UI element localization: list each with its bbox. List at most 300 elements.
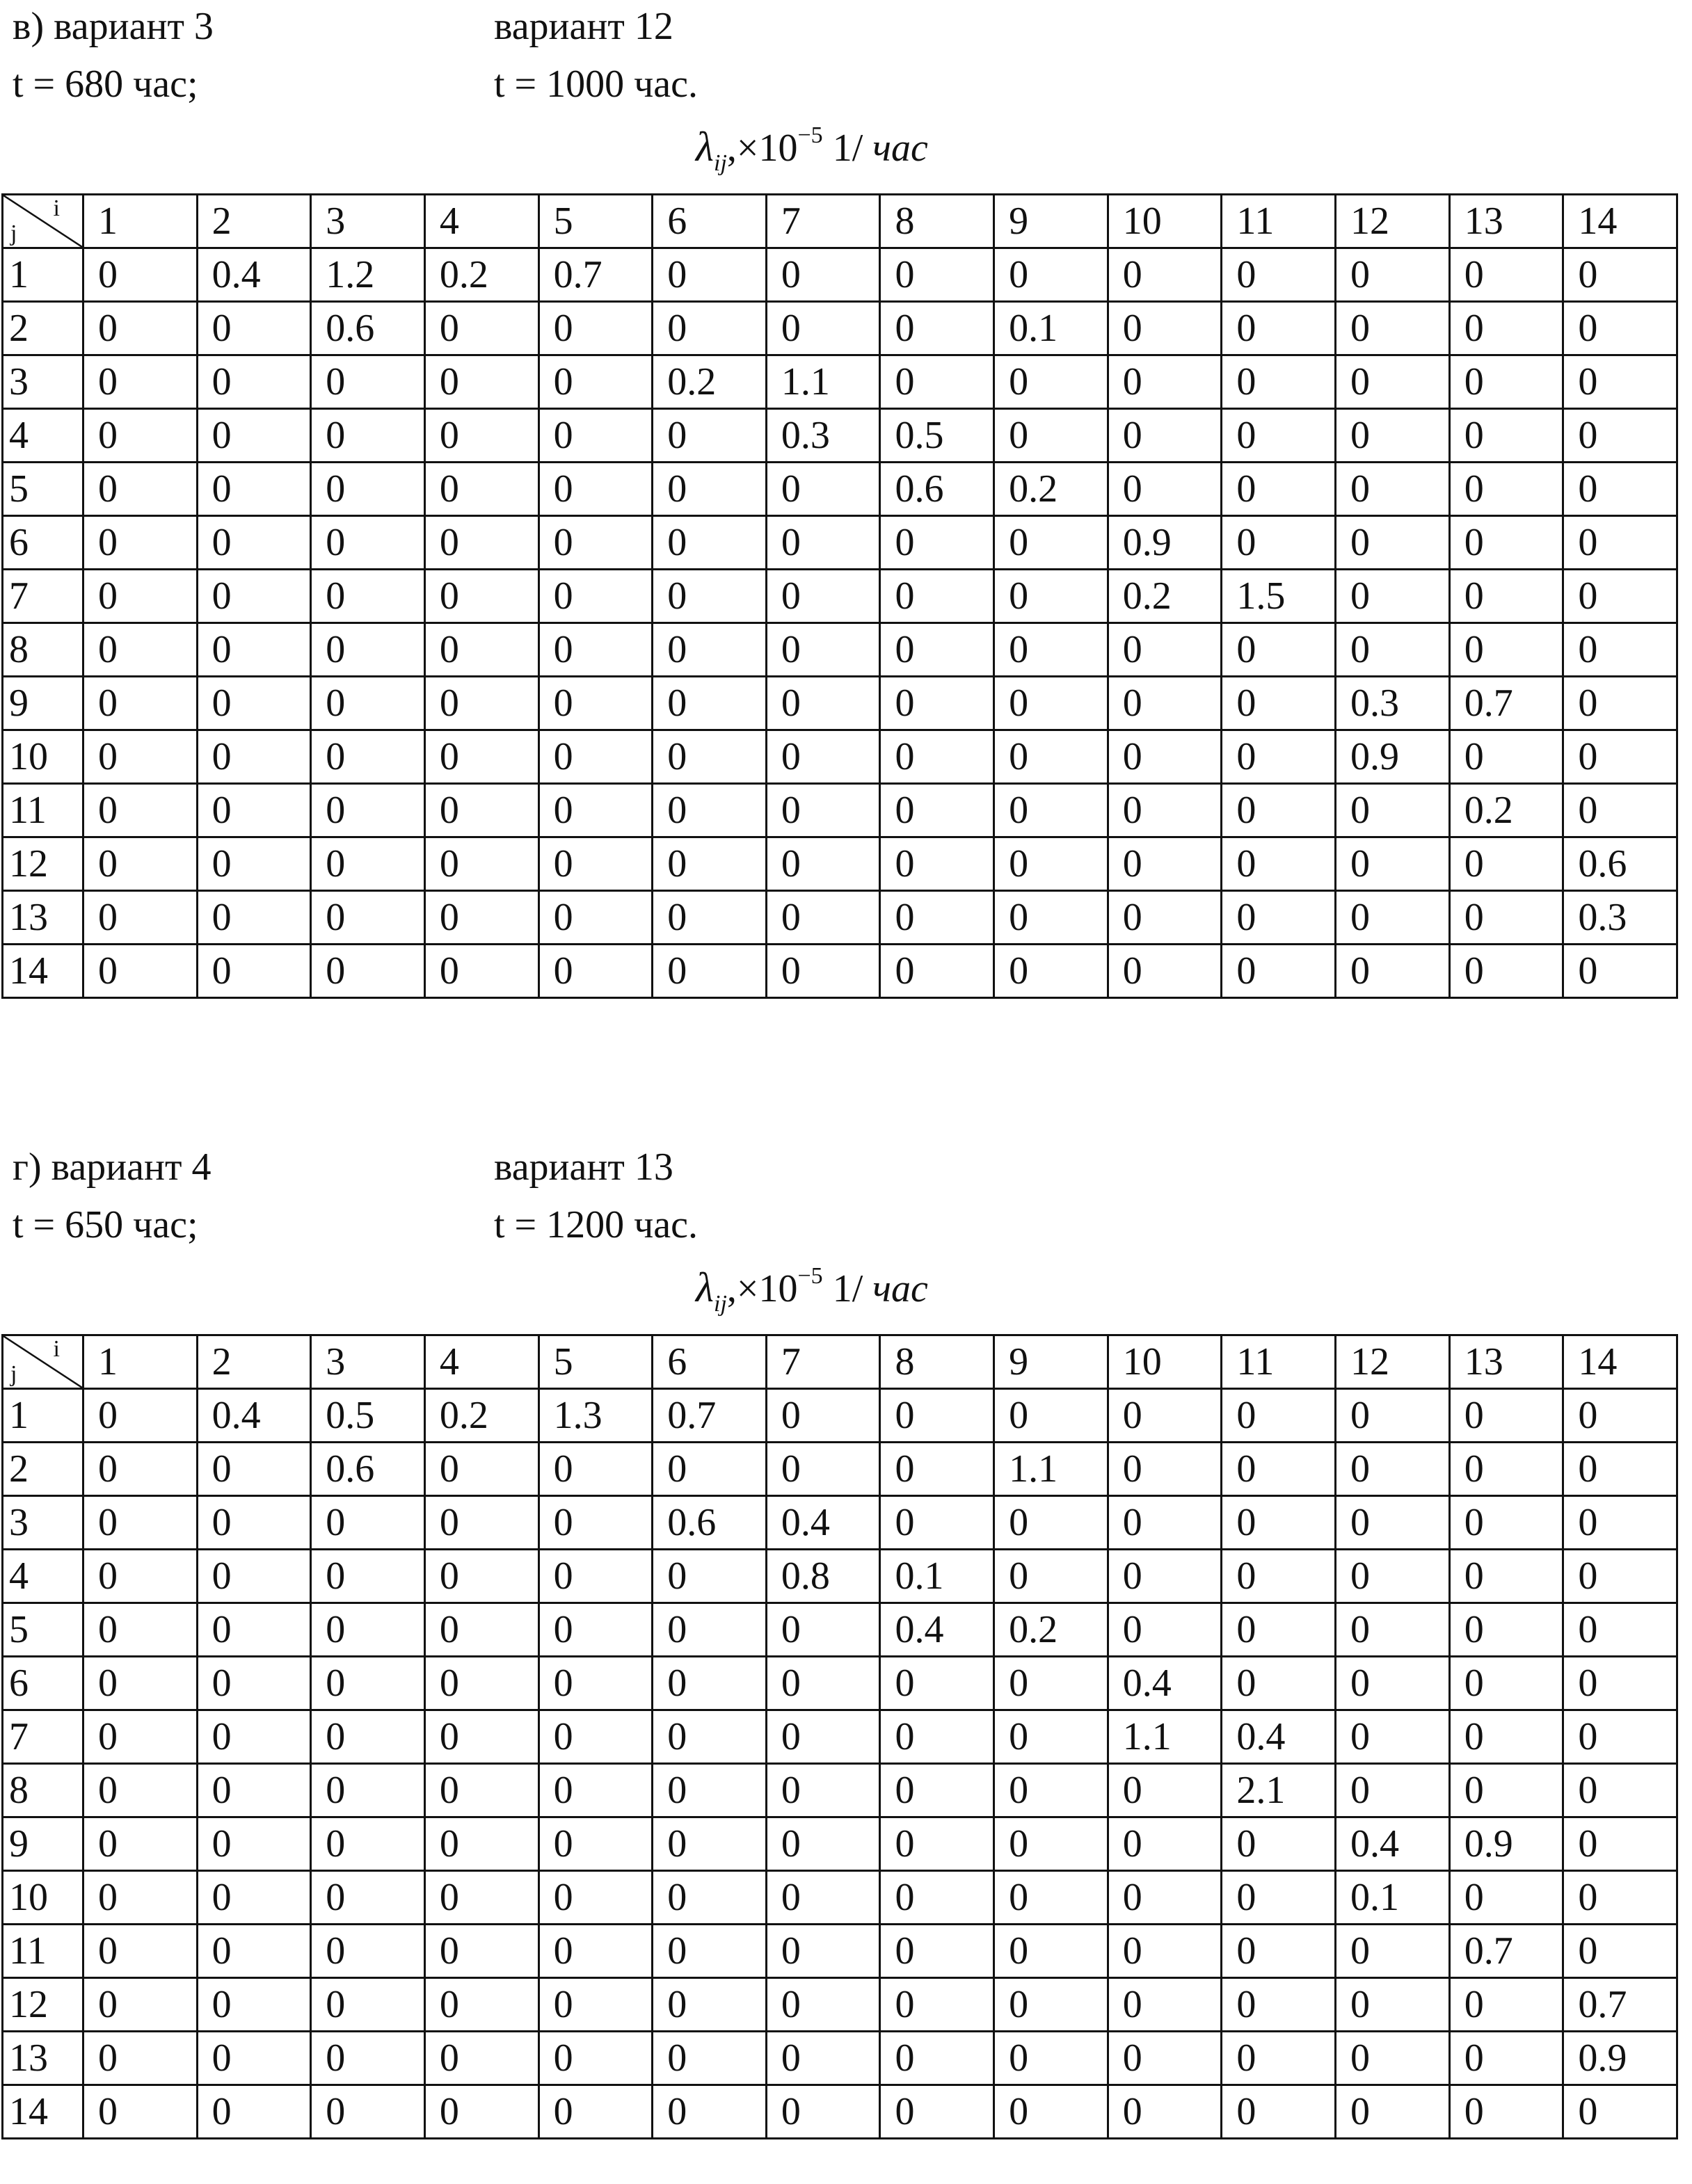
table-cell: 1.3	[538, 1389, 653, 1443]
table-cell: 0	[1222, 945, 1336, 998]
table-row	[3, 409, 1677, 463]
table-cell: 0	[538, 1925, 653, 1978]
table-cell: 0	[994, 1764, 1108, 1817]
table-cell: 0	[1108, 2085, 1222, 2139]
row-header: 11	[3, 784, 83, 837]
table-cell: 0	[1336, 784, 1450, 837]
table-row	[3, 1871, 1677, 1925]
table-cell: 0	[1336, 570, 1450, 623]
table-cell: 0	[197, 1925, 311, 1978]
table-row	[3, 1389, 1677, 1443]
table-cell: 0.9	[1449, 1817, 1563, 1871]
table-cell: 0	[1108, 730, 1222, 784]
table-cell: 0	[197, 355, 311, 409]
table-cell: 0	[197, 1871, 311, 1925]
table-cell: 0	[653, 463, 767, 516]
lambda-multiplier: ,×10	[726, 127, 798, 170]
table-cell: 0	[880, 1496, 994, 1550]
row-header: 7	[3, 570, 83, 623]
table-cell: 0	[766, 1657, 880, 1710]
table-cell: 0	[1563, 1871, 1677, 1925]
table-cell: 0	[880, 1657, 994, 1710]
table-cell: 0	[311, 837, 425, 891]
table-cell: 0	[1449, 1764, 1563, 1817]
table-cell: 0	[653, 891, 767, 945]
table-cell: 0	[1563, 677, 1677, 730]
table-cell: 0	[1449, 355, 1563, 409]
column-header: 8	[880, 1335, 994, 1389]
table-row	[3, 730, 1677, 784]
table-cell: 0	[1563, 463, 1677, 516]
table-cell: 0	[1563, 1603, 1677, 1657]
table-cell: 0	[83, 1978, 198, 2032]
table-cell: 0	[1336, 945, 1450, 998]
row-header: 3	[3, 1496, 83, 1550]
table-row	[3, 784, 1677, 837]
column-header: 11	[1222, 195, 1336, 248]
lambda-unit-word: час	[872, 127, 928, 170]
table-cell: 0	[1563, 945, 1677, 998]
row-header: 5	[3, 1603, 83, 1657]
table-cell: 0	[1449, 623, 1563, 677]
table-cell: 0.4	[197, 1389, 311, 1443]
table-cell: 0	[766, 1443, 880, 1496]
table-cell: 0	[880, 1871, 994, 1925]
table-cell: 0	[994, 1550, 1108, 1603]
table-cell: 0	[653, 1978, 767, 2032]
table-cell: 0.2	[424, 248, 538, 302]
table-cell: 0	[1336, 1657, 1450, 1710]
table-cell: 0	[83, 1657, 198, 1710]
table-cell: 0	[197, 1603, 311, 1657]
table-cell: 0	[1336, 1603, 1450, 1657]
table-cell: 0	[880, 1443, 994, 1496]
table-cell: 0	[1563, 409, 1677, 463]
table-cell: 0.4	[766, 1496, 880, 1550]
table-cell: 0	[1336, 1925, 1450, 1978]
table-cell: 0.4	[197, 248, 311, 302]
table-cell: 0	[1222, 837, 1336, 891]
table-cell: 0	[880, 570, 994, 623]
lambda-subscript: ij	[714, 150, 727, 176]
table-cell: 0	[994, 248, 1108, 302]
table-cell: 0	[994, 891, 1108, 945]
table-cell: 0	[311, 570, 425, 623]
table-cell: 0	[83, 1603, 198, 1657]
table-cell: 0	[424, 1603, 538, 1657]
lambda-unit-caption	[696, 124, 928, 175]
table-cell: 0	[994, 784, 1108, 837]
table-cell: 0	[766, 1871, 880, 1925]
row-header: 10	[3, 1871, 83, 1925]
table-row	[3, 1764, 1677, 1817]
table-cell: 0	[197, 570, 311, 623]
table-cell: 0	[197, 302, 311, 355]
table-cell: 0	[1336, 1764, 1450, 1817]
table-cell: 0	[1108, 623, 1222, 677]
row-header: 12	[3, 1978, 83, 2032]
table-cell: 0	[424, 463, 538, 516]
lambda-table-g	[1, 1334, 1678, 2139]
table-cell: 0	[653, 1657, 767, 1710]
table-cell: 0.5	[880, 409, 994, 463]
table-row	[3, 1603, 1677, 1657]
table-cell: 0	[1563, 1657, 1677, 1710]
table-cell: 0.4	[1222, 1710, 1336, 1764]
table-cell: 0	[197, 1657, 311, 1710]
lambda-unit-caption	[696, 1264, 928, 1316]
table-row	[3, 891, 1677, 945]
table-cell: 0.7	[538, 248, 653, 302]
table-cell: 0	[83, 1710, 198, 1764]
column-header: 10	[1108, 195, 1222, 248]
table-cell: 0	[424, 1657, 538, 1710]
lambda-unit-text: 1/	[832, 127, 863, 170]
table-cell: 0	[197, 516, 311, 570]
table-cell: 0	[880, 1925, 994, 1978]
table-cell: 1.1	[766, 355, 880, 409]
table-cell: 0	[766, 730, 880, 784]
column-header: 14	[1563, 1335, 1677, 1389]
table-cell: 0	[197, 945, 311, 998]
table-cell: 0	[311, 409, 425, 463]
table-cell: 0	[311, 784, 425, 837]
table-cell: 0	[311, 1603, 425, 1657]
table-cell: 0	[1449, 2032, 1563, 2085]
table-cell: 0	[83, 570, 198, 623]
table-cell: 0.6	[880, 463, 994, 516]
table-cell: 0.8	[766, 1550, 880, 1603]
table-cell: 0	[197, 1443, 311, 1496]
table-cell: 0	[1336, 355, 1450, 409]
column-header: 1	[83, 1335, 198, 1389]
table-cell: 0	[1222, 623, 1336, 677]
table-cell: 0	[880, 1710, 994, 1764]
row-header: 10	[3, 730, 83, 784]
table-row	[3, 837, 1677, 891]
table-cell: 0	[538, 945, 653, 998]
table-cell: 0	[766, 1764, 880, 1817]
table-cell: 0	[653, 1550, 767, 1603]
variant-right-time: t = 1000 час.	[494, 63, 699, 106]
table-cell: 0	[994, 409, 1108, 463]
table-cell: 0	[1563, 570, 1677, 623]
table-cell: 0	[1108, 945, 1222, 998]
table-cell: 0	[538, 302, 653, 355]
table-cell: 0	[766, 677, 880, 730]
table-cell: 0.4	[1108, 1657, 1222, 1710]
table-row	[3, 1443, 1677, 1496]
table-cell: 0	[424, 1925, 538, 1978]
table-cell: 0	[311, 1978, 425, 2032]
column-header: 6	[653, 195, 767, 248]
table-cell: 0	[653, 570, 767, 623]
table-cell: 0	[311, 2032, 425, 2085]
table-cell: 0	[424, 1871, 538, 1925]
table-cell: 0	[1563, 516, 1677, 570]
table-cell: 0	[1563, 730, 1677, 784]
table-cell: 0	[311, 516, 425, 570]
table-cell: 0	[1222, 516, 1336, 570]
table-cell: 0	[83, 784, 198, 837]
corner-col-label: i	[53, 1336, 60, 1362]
table-cell: 0.6	[311, 1443, 425, 1496]
table-cell: 0	[538, 891, 653, 945]
table-cell: 0	[1449, 2085, 1563, 2139]
table-cell: 0.2	[1108, 570, 1222, 623]
table-cell: 0	[1563, 1710, 1677, 1764]
table-cell: 0	[653, 516, 767, 570]
table-cell: 0	[1336, 1978, 1450, 2032]
table-cell: 0	[1108, 1496, 1222, 1550]
table-cell: 1.5	[1222, 570, 1336, 623]
table-cell: 0	[994, 2085, 1108, 2139]
table-cell: 0	[197, 784, 311, 837]
table-cell: 0.5	[311, 1389, 425, 1443]
table-cell: 0.1	[1336, 1871, 1450, 1925]
table-cell: 0	[1336, 1550, 1450, 1603]
table-cell: 0	[538, 516, 653, 570]
table-cell: 0	[1449, 1496, 1563, 1550]
table-cell: 0	[1449, 302, 1563, 355]
table-cell: 0	[1222, 355, 1336, 409]
lambda-table-v	[1, 193, 1678, 999]
table-cell: 0	[1336, 248, 1450, 302]
table-cell: 0	[197, 677, 311, 730]
table-cell: 0	[83, 1389, 198, 1443]
table-cell: 0	[880, 1764, 994, 1817]
table-cell: 0	[653, 1710, 767, 1764]
section-g	[0, 1141, 1692, 2184]
row-header: 1	[3, 1389, 83, 1443]
row-header: 13	[3, 891, 83, 945]
table-cell: 0	[83, 463, 198, 516]
table-cell: 0	[1563, 1764, 1677, 1817]
section-v	[0, 0, 1692, 1043]
table-cell: 0	[994, 516, 1108, 570]
corner-col-label: i	[53, 195, 60, 221]
table-cell: 0	[880, 837, 994, 891]
column-header: 1	[83, 195, 198, 248]
table-row	[3, 2032, 1677, 2085]
table-cell: 0	[83, 1496, 198, 1550]
table-cell: 0	[766, 1603, 880, 1657]
variant-right-title: вариант 12	[494, 5, 673, 48]
table-cell: 0	[424, 2085, 538, 2139]
lambda-subscript: ij	[714, 1291, 727, 1317]
table-cell: 0	[994, 570, 1108, 623]
table-cell: 0	[1222, 2032, 1336, 2085]
table-cell: 0	[1108, 1389, 1222, 1443]
table-cell: 0	[83, 891, 198, 945]
table-cell: 0	[83, 1817, 198, 1871]
table-row	[3, 248, 1677, 302]
column-header: 8	[880, 195, 994, 248]
table-cell: 0	[311, 891, 425, 945]
table-cell: 0	[1108, 2032, 1222, 2085]
column-header: 3	[311, 195, 425, 248]
table-cell: 0	[424, 891, 538, 945]
table-cell: 0	[311, 1710, 425, 1764]
table-cell: 0	[311, 1764, 425, 1817]
row-header: 9	[3, 1817, 83, 1871]
table-cell: 0	[311, 730, 425, 784]
table-cell: 0	[1449, 1443, 1563, 1496]
table-cell: 0	[880, 784, 994, 837]
table-cell: 0	[538, 1657, 653, 1710]
table-cell: 0	[83, 730, 198, 784]
table-cell: 0	[424, 570, 538, 623]
table-cell: 0.9	[1563, 2032, 1677, 2085]
table-cell: 0	[766, 837, 880, 891]
table-cell: 0.3	[1336, 677, 1450, 730]
column-header: 3	[311, 1335, 425, 1389]
table-cell: 0	[766, 1710, 880, 1764]
table-cell: 0.2	[653, 355, 767, 409]
table-cell: 0	[766, 2032, 880, 2085]
table-cell: 0	[1108, 1817, 1222, 1871]
table-cell: 0	[311, 945, 425, 998]
table-cell: 0	[1108, 784, 1222, 837]
table-cell: 0.2	[994, 463, 1108, 516]
table-cell: 0	[994, 355, 1108, 409]
table-cell: 0	[1336, 1710, 1450, 1764]
table-cell: 0	[766, 463, 880, 516]
table-cell: 0	[653, 2085, 767, 2139]
table-cell: 0	[538, 1764, 653, 1817]
table-cell: 0	[653, 2032, 767, 2085]
table-cell: 0	[1563, 2085, 1677, 2139]
table-cell: 0	[424, 1978, 538, 2032]
table-cell: 0	[1222, 1871, 1336, 1925]
table-cell: 0	[880, 1817, 994, 1871]
table-cell: 0	[1563, 784, 1677, 837]
table-cell: 0.2	[994, 1603, 1108, 1657]
row-header: 8	[3, 1764, 83, 1817]
table-cell: 0.1	[880, 1550, 994, 1603]
lambda-unit-text: 1/	[832, 1267, 863, 1310]
column-header: 9	[994, 195, 1108, 248]
table-row	[3, 2085, 1677, 2139]
corner-cell	[3, 1335, 83, 1389]
table-cell: 0	[424, 837, 538, 891]
table-cell: 0	[1222, 891, 1336, 945]
row-header: 9	[3, 677, 83, 730]
table-cell: 0	[653, 1925, 767, 1978]
table-cell: 0	[1222, 1978, 1336, 2032]
table-cell: 0.9	[1108, 516, 1222, 570]
table-cell: 0	[880, 516, 994, 570]
table-cell: 0	[994, 1871, 1108, 1925]
table-cell: 0	[766, 945, 880, 998]
table-cell: 0	[766, 248, 880, 302]
table-row	[3, 677, 1677, 730]
lambda-exponent: −5	[797, 1263, 823, 1289]
table-cell: 0.6	[1563, 837, 1677, 891]
table-cell: 0	[538, 1817, 653, 1871]
table-cell: 0	[653, 730, 767, 784]
column-header: 5	[538, 195, 653, 248]
table-cell: 0	[1222, 677, 1336, 730]
table-cell: 0	[311, 623, 425, 677]
column-header: 2	[197, 195, 311, 248]
table-cell: 0	[1108, 463, 1222, 516]
table-cell: 0	[1449, 1603, 1563, 1657]
table-cell: 0	[83, 1871, 198, 1925]
column-header: 14	[1563, 195, 1677, 248]
table-cell: 0	[538, 1603, 653, 1657]
table-cell: 0	[1108, 837, 1222, 891]
table-row	[3, 302, 1677, 355]
table-cell: 0	[538, 623, 653, 677]
table-cell: 0	[538, 1496, 653, 1550]
lambda-symbol: λ	[696, 1264, 714, 1310]
table-cell: 0	[538, 355, 653, 409]
table-cell: 0	[880, 2032, 994, 2085]
table-cell: 0.7	[1563, 1978, 1677, 2032]
lambda-unit-word: час	[872, 1267, 928, 1310]
table-cell: 0	[538, 1978, 653, 2032]
row-header: 4	[3, 1550, 83, 1603]
row-header: 12	[3, 837, 83, 891]
table-cell: 0	[1449, 891, 1563, 945]
header-row	[3, 1335, 1677, 1389]
table-cell: 0	[311, 1496, 425, 1550]
corner-row-label: j	[10, 1361, 17, 1387]
table-cell: 0	[994, 1817, 1108, 1871]
row-header: 14	[3, 2085, 83, 2139]
table-cell: 0	[1449, 837, 1563, 891]
table-cell: 0	[311, 2085, 425, 2139]
table-cell: 0	[653, 1871, 767, 1925]
table-cell: 0	[994, 677, 1108, 730]
table-cell: 0	[994, 1389, 1108, 1443]
table-cell: 0	[424, 1764, 538, 1817]
table-cell: 0	[83, 302, 198, 355]
column-header: 13	[1449, 195, 1563, 248]
table-cell: 0	[197, 837, 311, 891]
row-header: 11	[3, 1925, 83, 1978]
table-cell: 0	[1108, 1443, 1222, 1496]
table-cell: 0	[1449, 1657, 1563, 1710]
table-cell: 0	[424, 1496, 538, 1550]
row-header: 4	[3, 409, 83, 463]
table-cell: 0	[311, 355, 425, 409]
column-header: 5	[538, 1335, 653, 1389]
column-header: 6	[653, 1335, 767, 1389]
table-cell: 0	[83, 1443, 198, 1496]
table-cell: 0.2	[1449, 784, 1563, 837]
table-cell: 0.3	[766, 409, 880, 463]
table-cell: 0	[424, 2032, 538, 2085]
table-cell: 0	[197, 1764, 311, 1817]
table-cell: 0	[1108, 1603, 1222, 1657]
table-cell: 0	[766, 302, 880, 355]
table-row	[3, 945, 1677, 998]
row-header: 3	[3, 355, 83, 409]
column-header: 12	[1336, 195, 1450, 248]
table-cell: 0	[1108, 355, 1222, 409]
table-cell: 0	[1222, 409, 1336, 463]
table-row	[3, 1710, 1677, 1764]
table-cell: 0	[766, 1978, 880, 2032]
table-cell: 0	[424, 730, 538, 784]
table-row	[3, 1925, 1677, 1978]
table-cell: 0	[197, 463, 311, 516]
table-cell: 0	[994, 837, 1108, 891]
table-cell: 0	[83, 1550, 198, 1603]
table-cell: 0	[311, 1550, 425, 1603]
